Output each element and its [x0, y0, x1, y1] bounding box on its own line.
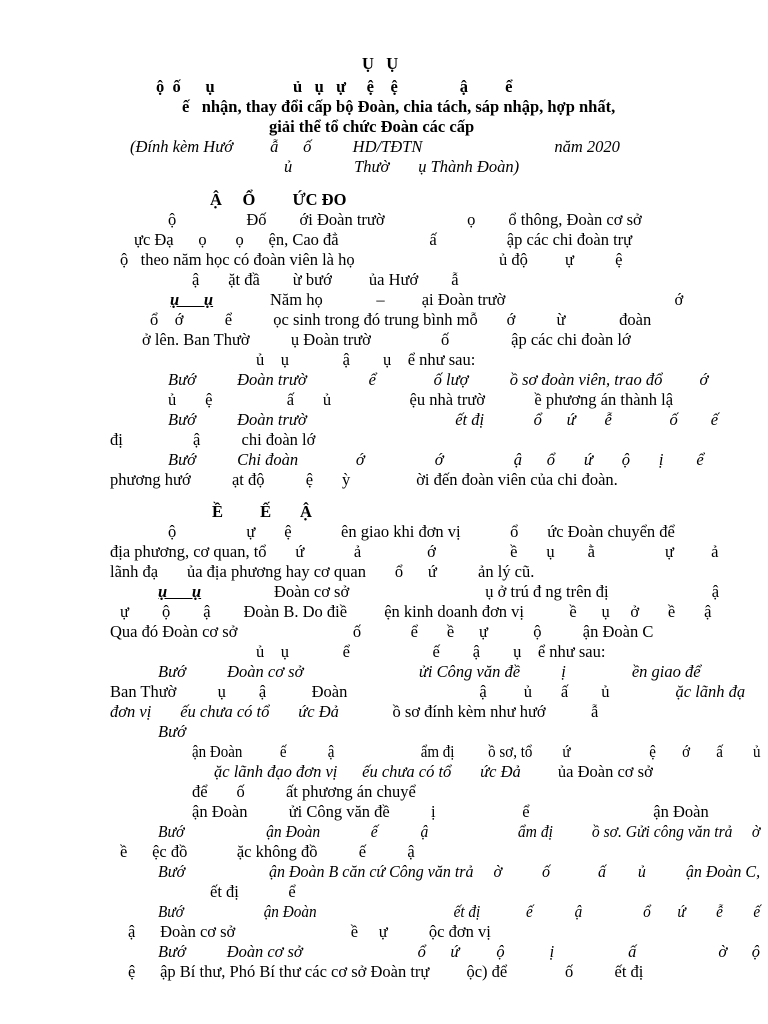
doc-title-line3: ế nhận, thay đổi cấp bộ Đoàn, chia tách, sáp nhập, hợp nhất,: [182, 97, 616, 116]
section2-heading: Ề Ế Ậ: [212, 502, 312, 521]
section2-step2-line2-plain: ủa Đoàn cơ sở: [520, 762, 653, 781]
section2-step1-line3-plain: ồ sơ đính kèm như hướ ẫ: [338, 702, 599, 721]
section1-heading: Ậ Ổ ỨC ĐO: [210, 190, 347, 209]
section2-step1-line2: [110, 684, 745, 701]
section2-step3-line1: Bướ ận Đoàn ế ậ ẩm đị ồ sơ. Gửi công văn trả ờ: [158, 822, 761, 841]
section1-paragraph-line: ực Đạ ọ ọ ện, Cao đẳ ấ ập các chi đoàn trự: [134, 230, 633, 249]
section2-step2-line3: để ố ất phương án chuyể: [192, 782, 416, 801]
section2-example-text: Đoàn cơ sở ụ ở trú đ ng trên đị ậ: [274, 582, 720, 601]
section1-example-line: ủ ụ ậ ụ ể như sau:: [256, 350, 476, 369]
section2-step6-line1: Bướ Đoàn cơ sở ổ ứ ộ ị ấ ờ ộ: [158, 942, 761, 961]
section1-step3-line2: phương hướ ạt độ ệ ỳ ời đến đoàn viên của chi đoàn.: [110, 470, 618, 489]
section1-paragraph-line: ậ ặt đầ ừ bướ ủa Hướ ẫ: [192, 270, 459, 289]
section1-step3-line1: Bướ Chi đoàn ớ ớ ậ ổ ứ ộ ị ể: [168, 450, 704, 469]
doc-title-line1: Ụ Ụ: [362, 54, 399, 73]
section2-step1-line1: Bướ Đoàn cơ sở ửi Công văn đề ị ền giao để: [158, 662, 701, 681]
section1-step2-line2: đị ậ chi đoàn lớ: [110, 430, 316, 449]
doc-title-line4: giải thể tổ chức Đoàn các cấp: [269, 117, 475, 136]
section2-step2-line2-italic: ặc lãnh đạo đơn vị ếu chưa có tổ ức Đả: [214, 762, 521, 781]
section1-example-line: ổ ớ ể ọc sinh trong đó trung bình mỗ ớ ừ đoàn: [150, 310, 652, 329]
section2-paragraph-line: lãnh đạ ủa địa phương hay cơ quan ổ ứ ản lý cũ.: [110, 562, 535, 581]
section2-step5-line2: ậ Đoàn cơ sở ề ự ộc đơn vị: [128, 922, 491, 941]
section2-example-line: ự ộ ậ Đoàn B. Do điề ện kinh doanh đơn vị ề ụ ở ề ậ: [120, 602, 712, 621]
section2-example-label: ụ ụ: [158, 582, 202, 601]
section1-example-label: ụ ụ: [170, 290, 214, 309]
section2-step1-line2-plain: Ban Thườ ụ ậ Đoàn ậ ủ ấ ủ: [110, 682, 676, 701]
section2-step2-line4: ận Đoàn ửi Công văn đề ị ể ận Đoàn: [192, 802, 709, 821]
section2-step6-line2: ệ ập Bí thư, Phó Bí thư các cơ sở Đoàn trự ộc) để ố ết đị: [128, 962, 644, 981]
section1-step1-line2: ủ ệ ấ ủ ệu nhà trườ ề phương án thành lậ: [168, 390, 674, 409]
section2-paragraph-line: địa phương, cơ quan, tổ ứ ả ớ ề ụ ằ ự ả: [110, 542, 719, 561]
attachment-note-line2: ủ Thườ ụ Thành Đoàn): [284, 157, 520, 176]
section2-step5-line1: Bướ ận Đoàn ết đị ế ậ ổ ứ ễ ế: [158, 902, 761, 921]
doc-title-line2: ộ ố ụ ủ ụ ự ệ ệ ậ ể: [156, 77, 513, 96]
section1-paragraph-line: ộ Đố ới Đoàn trườ ọ ổ thông, Đoàn cơ sở: [168, 210, 642, 229]
section1-step2-line1: Bướ Đoàn trườ ết đị ổ ứ ễ ố ế: [168, 410, 719, 429]
section1-example-text: Năm họ – ại Đoàn trườ ớ: [270, 290, 684, 309]
section2-step2-label: Bướ: [158, 722, 186, 741]
section2-step2-line1: ận Đoàn ế ậ ẩm đị ồ sơ, tổ ứ ệ ớ ấ ủ: [192, 742, 761, 761]
section2-example-line: Qua đó Đoàn cơ sở ố ể ề ự ộ ận Đoàn C: [110, 622, 654, 641]
section2-step1-line2-italic: ặc lãnh đạ: [675, 682, 746, 701]
section2-step1-line3-italic: đơn vị ếu chưa có tổ ức Đả: [110, 702, 339, 721]
section1-step1-line1: Bướ Đoàn trườ ể ố lượ ồ sơ đoàn viên, trao đổ ớ: [168, 370, 709, 389]
section2-paragraph-line: ộ ự ệ ên giao khi đơn vị ổ ức Đoàn chuyển để: [168, 522, 675, 541]
section2-step4-line2: ết đị ể: [210, 882, 296, 901]
section2-step3-line2: ề ệc đồ ặc không đồ ế ậ: [120, 842, 415, 861]
section2-step1-line3: [110, 704, 598, 721]
section2-step2-line2: [214, 764, 653, 781]
section2-example-line: ủ ụ ể ế ậ ụ ể như sau:: [256, 642, 606, 661]
section1-paragraph-line: ộ theo năm học có đoàn viên là họ ủ độ ự ệ: [120, 250, 623, 269]
section1-example-line: ở lên. Ban Thườ ụ Đoàn trườ ố ập các chi đoàn lớ: [142, 330, 631, 349]
section2-step4-line1: Bướ ận Đoàn B căn cứ Công văn trả ờ ố ấ ủ ận Đoàn C,: [158, 862, 761, 881]
attachment-note-line1: (Đính kèm Hướ ẫ ố HD/TĐTN năm 2020: [130, 137, 620, 156]
